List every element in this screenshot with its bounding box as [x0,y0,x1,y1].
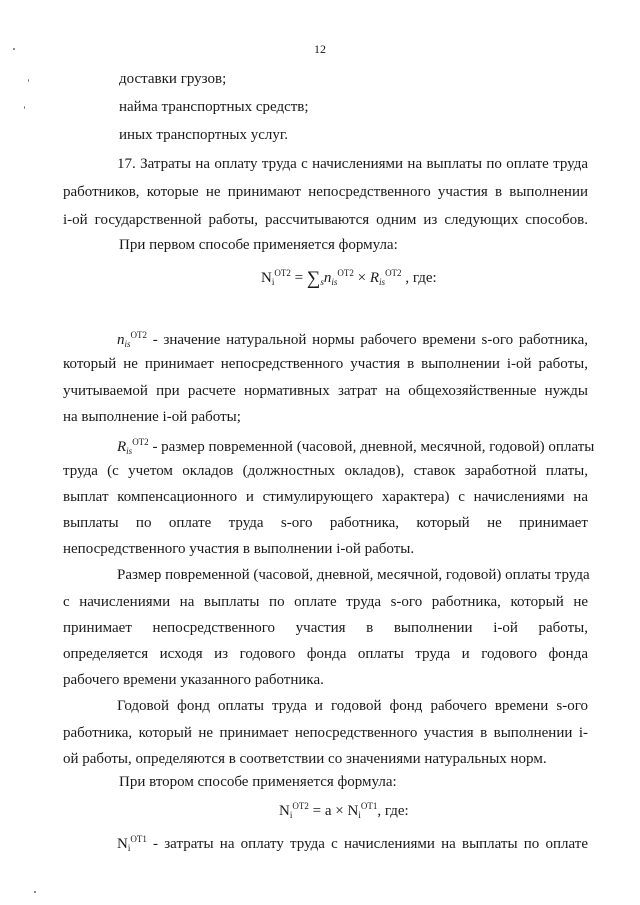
formula-subscript: i [271,277,275,287]
text-line: труда (с учетом окладов (должностных окладов), ставок заработной платы, [63,463,588,479]
text-line: иных транспортных услуг. [119,127,289,143]
formula-subscript: s [320,277,324,287]
formula-symbol: n [323,270,332,286]
formula-subscript: is [331,277,338,287]
formula-symbol: R [369,270,380,286]
formula-second-method [279,801,409,820]
formula-superscript: ОТ1 [360,801,378,811]
def-symbol: n [117,332,125,348]
page-number: 12 [314,42,326,56]
def-symbol: R [117,439,127,455]
scan-speck [28,79,29,82]
formula-first-method [261,268,437,290]
def-text: - затраты на оплату труда с начислениями на выплаты по оплате [146,836,588,852]
text-line: доставки грузов; [119,71,227,87]
text-line: выплаты по оплате труда s-ого работника, который не принимает [63,515,588,531]
text-line: 17. Затраты на оплату труда с начислениями на выплаты по оплате труда [117,156,588,172]
def-subscript: is [126,446,133,456]
definition-n [117,326,588,353]
scan-speck [24,106,25,109]
formula-sum-sign: ∑ [306,268,321,289]
text-line: работника, который не принимает непосредственного участия в выполнении i- [63,725,588,741]
formula-tail: , где: [377,803,409,819]
text-line: найма транспортных средств; [119,99,309,115]
def-subscript: i [127,843,131,853]
def-symbol: N [117,836,128,852]
text-line: работников, которые не принимают непосредственного участия в выполнении [63,184,588,200]
text-line: принимает непосредственного участия в выполнении i-ой работы, [63,620,588,636]
text-line: на выполнение i-ой работы; [63,409,241,425]
text-line: с начислениями на выплаты по оплате труда s-ого работника, который не [63,594,588,610]
formula-superscript: ОТ2 [292,801,309,811]
def-text: - размер повременной (часовой, дневной, месячной, годовой) оплаты [148,439,595,455]
text-line: i-ой государственной работы, рассчитываются одним из следующих способов. [63,212,588,228]
text-line: При первом способе применяется формула: [119,237,398,253]
text-line: При втором способе применяется формула: [119,774,397,790]
text-line: выплат компенсационного и стимулирующего характера) с начислениями на [63,489,588,505]
def-subscript: is [124,339,131,349]
text-line: Годовой фонд оплаты труда и годовой фонд рабочего времени s-ого [117,698,588,714]
text-line: Размер повременной (часовой, дневной, месячной, годовой) оплаты труда [117,567,590,583]
formula-symbol: a [324,803,332,819]
formula-operator: × [331,803,348,819]
formula-subscript: i [358,810,361,820]
text-line: учитываемой при расчете нормативных затрат на общехозяйственные нужды [63,383,588,399]
formula-symbol: N [279,803,290,819]
formula-operator: = [308,803,325,819]
text-line: определяется исходя из годового фонда оплаты труда и годового фонда [63,646,588,662]
formula-superscript: ОТ2 [385,268,402,278]
definition-n-ot1 [117,830,588,857]
formula-symbol: N [261,270,272,286]
text-line: непосредственного участия в выполнении i-ой работы. [63,541,415,557]
text-line: который не принимает непосредственного участия в выполнении i-ой работы, [63,356,588,372]
def-text: - значение натуральной нормы рабочего времени s-ого работника, [147,332,588,348]
formula-superscript: ОТ2 [274,268,291,278]
formula-operator: = [290,270,307,286]
formula-tail: , где: [401,270,437,286]
scan-speck [34,891,36,893]
formula-subscript: i [289,810,293,820]
def-superscript: ОТ2 [132,437,149,447]
definition-r [117,433,595,460]
scan-speck [13,48,15,50]
def-superscript: ОТ1 [130,834,147,844]
formula-subscript: is [379,277,386,287]
formula-superscript: ОТ2 [337,268,354,278]
formula-symbol: N [347,803,359,819]
def-superscript: ОТ2 [130,330,148,340]
text-line: рабочего времени указанного работника. [63,672,324,688]
text-line: ой работы, определяются в соответствии со значениями натуральных норм. [63,751,547,767]
formula-operator: × [353,270,370,286]
